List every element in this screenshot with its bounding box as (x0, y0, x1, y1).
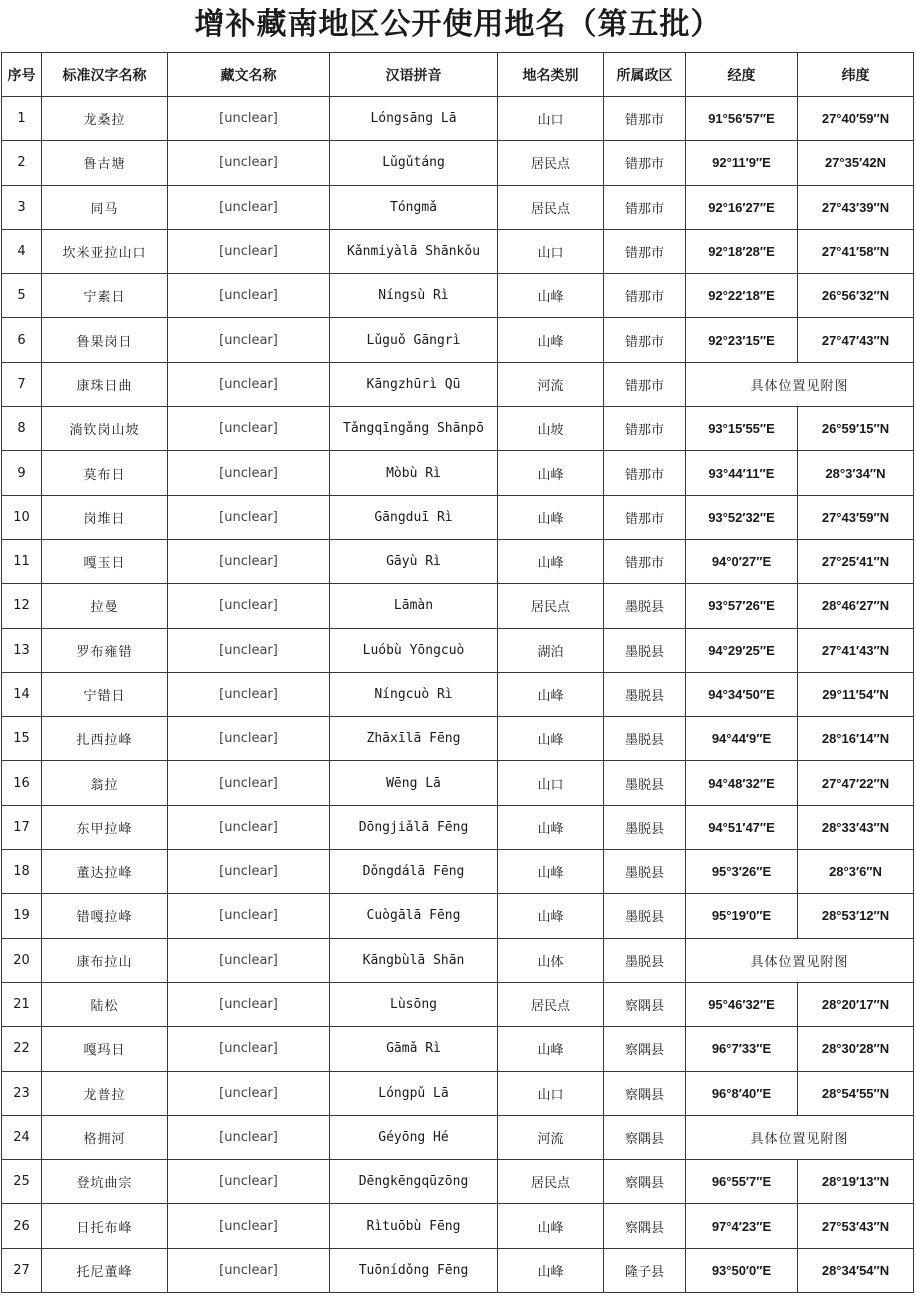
cell-region: 墨脱县 (604, 761, 686, 805)
table-row (2, 539, 914, 583)
table-row (2, 761, 914, 805)
cell-lat: 28°30′28″N (798, 1027, 914, 1071)
cell-tibetan: [unclear] (168, 1248, 330, 1292)
cell-lon: 95°46′32″E (686, 982, 798, 1026)
cell-tibetan: [unclear] (168, 318, 330, 362)
cell-seq: 20 (2, 938, 42, 982)
cell-pinyin: Tǎngqīngǎng Shānpō (330, 407, 498, 451)
table-row (2, 717, 914, 761)
cell-name: 龙普拉 (42, 1071, 168, 1115)
cell-tibetan: [unclear] (168, 982, 330, 1026)
cell-lat: 27°40′59″N (798, 97, 914, 141)
cell-category: 山峰 (498, 672, 604, 716)
cell-tibetan: [unclear] (168, 1027, 330, 1071)
cell-name: 日托布峰 (42, 1204, 168, 1248)
cell-region: 错那市 (604, 274, 686, 318)
cell-lon: 94°51′47″E (686, 805, 798, 849)
cell-name: 同马 (42, 185, 168, 229)
table-row (2, 672, 914, 716)
cell-tibetan: [unclear] (168, 850, 330, 894)
cell-name: 拉曼 (42, 584, 168, 628)
cell-category: 山峰 (498, 717, 604, 761)
cell-lat: 28°53′12″N (798, 894, 914, 938)
cell-lat: 26°59′15″N (798, 407, 914, 451)
table-row (2, 495, 914, 539)
cell-pinyin: Lǔguǒ Gāngrì (330, 318, 498, 362)
cell-name: 康布拉山 (42, 938, 168, 982)
cell-seq: 16 (2, 761, 42, 805)
cell-name: 罗布雍错 (42, 628, 168, 672)
cell-position-note: 具体位置见附图 (686, 1115, 914, 1159)
table-row (2, 185, 914, 229)
document-title: 增补藏南地区公开使用地名（第五批） (194, 7, 722, 42)
cell-category: 山峰 (498, 495, 604, 539)
cell-lat: 29°11′54″N (798, 672, 914, 716)
table-row (2, 1204, 914, 1248)
cell-seq: 3 (2, 185, 42, 229)
cell-seq: 15 (2, 717, 42, 761)
cell-pinyin: Gāngduī Rì (330, 495, 498, 539)
cell-pinyin: Cuògālā Fēng (330, 894, 498, 938)
cell-tibetan: [unclear] (168, 584, 330, 628)
cell-lat: 28°54′55″N (798, 1071, 914, 1115)
cell-pinyin: Tóngmǎ (330, 185, 498, 229)
cell-name: 陆松 (42, 982, 168, 1026)
header-region: 所属政区 (604, 53, 686, 97)
cell-region: 墨脱县 (604, 672, 686, 716)
cell-pinyin: Kāngzhūrì Qū (330, 362, 498, 406)
cell-seq: 10 (2, 495, 42, 539)
cell-region: 错那市 (604, 141, 686, 185)
cell-tibetan: [unclear] (168, 451, 330, 495)
cell-category: 山体 (498, 938, 604, 982)
cell-region: 错那市 (604, 97, 686, 141)
table-row (2, 318, 914, 362)
cell-pinyin: Géyōng Hé (330, 1115, 498, 1159)
cell-tibetan: [unclear] (168, 761, 330, 805)
cell-pinyin: Kāngbùlā Shān (330, 938, 498, 982)
cell-pinyin: Lùsōng (330, 982, 498, 1026)
cell-lat: 26°56′32″N (798, 274, 914, 318)
cell-tibetan: [unclear] (168, 1204, 330, 1248)
cell-category: 山峰 (498, 1204, 604, 1248)
cell-seq: 2 (2, 141, 42, 185)
cell-seq: 27 (2, 1248, 42, 1292)
cell-tibetan: [unclear] (168, 938, 330, 982)
table-row (2, 894, 914, 938)
cell-pinyin: Níngcuò Rì (330, 672, 498, 716)
cell-lon: 92°22′18″E (686, 274, 798, 318)
cell-pinyin: Wēng Lā (330, 761, 498, 805)
cell-tibetan: [unclear] (168, 717, 330, 761)
cell-category: 山口 (498, 761, 604, 805)
cell-category: 山峰 (498, 894, 604, 938)
cell-seq: 9 (2, 451, 42, 495)
cell-name: 东甲拉峰 (42, 805, 168, 849)
header-latitude: 纬度 (798, 53, 914, 97)
cell-tibetan: [unclear] (168, 628, 330, 672)
header-seq: 序号 (2, 53, 42, 97)
cell-pinyin: Níngsù Rì (330, 274, 498, 318)
table-row (2, 938, 914, 982)
place-names-table (1, 52, 914, 1293)
cell-lon: 93°15′55″E (686, 407, 798, 451)
cell-tibetan: [unclear] (168, 407, 330, 451)
cell-tibetan: [unclear] (168, 1071, 330, 1115)
header-pinyin: 汉语拼音 (330, 53, 498, 97)
cell-lon: 93°50′0″E (686, 1248, 798, 1292)
cell-name: 宁素日 (42, 274, 168, 318)
cell-tibetan: [unclear] (168, 362, 330, 406)
cell-region: 错那市 (604, 495, 686, 539)
header-tibetan-name: 藏文名称 (168, 53, 330, 97)
cell-category: 山峰 (498, 274, 604, 318)
cell-tibetan: [unclear] (168, 229, 330, 273)
cell-lat: 28°19′13″N (798, 1160, 914, 1204)
cell-seq: 11 (2, 539, 42, 583)
cell-region: 错那市 (604, 229, 686, 273)
cell-pinyin: Dēngkēngqūzōng (330, 1160, 498, 1204)
cell-category: 山峰 (498, 1027, 604, 1071)
table-row (2, 229, 914, 273)
cell-tibetan: [unclear] (168, 274, 330, 318)
cell-category: 山口 (498, 97, 604, 141)
cell-pinyin: Rìtuōbù Fēng (330, 1204, 498, 1248)
cell-region: 错那市 (604, 407, 686, 451)
cell-seq: 21 (2, 982, 42, 1026)
cell-lat: 28°16′14″N (798, 717, 914, 761)
cell-pinyin: Zhāxīlā Fēng (330, 717, 498, 761)
cell-lat: 27°43′39″N (798, 185, 914, 229)
cell-pinyin: Lóngsāng Lā (330, 97, 498, 141)
table-row (2, 850, 914, 894)
cell-pinyin: Mòbù Rì (330, 451, 498, 495)
cell-region: 错那市 (604, 318, 686, 362)
cell-tibetan: [unclear] (168, 672, 330, 716)
cell-category: 山坡 (498, 407, 604, 451)
cell-lon: 97°4′23″E (686, 1204, 798, 1248)
cell-name: 鲁果岗日 (42, 318, 168, 362)
cell-name: 坎米亚拉山口 (42, 229, 168, 273)
cell-region: 隆子县 (604, 1248, 686, 1292)
cell-seq: 5 (2, 274, 42, 318)
table-row (2, 97, 914, 141)
cell-region: 墨脱县 (604, 717, 686, 761)
cell-pinyin: Lāmàn (330, 584, 498, 628)
cell-pinyin: Gāyù Rì (330, 539, 498, 583)
cell-lon: 96°8′40″E (686, 1071, 798, 1115)
header-chinese-name: 标准汉字名称 (42, 53, 168, 97)
cell-lat: 27°25′41″N (798, 539, 914, 583)
header-longitude: 经度 (686, 53, 798, 97)
cell-category: 居民点 (498, 584, 604, 628)
cell-lon: 91°56′57″E (686, 97, 798, 141)
cell-seq: 13 (2, 628, 42, 672)
cell-seq: 19 (2, 894, 42, 938)
cell-lat: 27°35′42N (798, 141, 914, 185)
table-row (2, 628, 914, 672)
table-row (2, 274, 914, 318)
table-row (2, 1115, 914, 1159)
table-row (2, 1248, 914, 1292)
header-category: 地名类别 (498, 53, 604, 97)
cell-region: 墨脱县 (604, 628, 686, 672)
cell-lat: 28°3′6″N (798, 850, 914, 894)
cell-pinyin: Lóngpǔ Lā (330, 1071, 498, 1115)
cell-region: 错那市 (604, 451, 686, 495)
cell-seq: 14 (2, 672, 42, 716)
cell-name: 嘎玉日 (42, 539, 168, 583)
cell-tibetan: [unclear] (168, 1160, 330, 1204)
cell-category: 山峰 (498, 318, 604, 362)
cell-category: 河流 (498, 1115, 604, 1159)
cell-region: 察隅县 (604, 1115, 686, 1159)
cell-lon: 92°16′27″E (686, 185, 798, 229)
cell-category: 山峰 (498, 539, 604, 583)
cell-name: 登坑曲宗 (42, 1160, 168, 1204)
cell-region: 墨脱县 (604, 938, 686, 982)
cell-seq: 17 (2, 805, 42, 849)
table-row (2, 805, 914, 849)
cell-name: 淌钦岗山坡 (42, 407, 168, 451)
cell-pinyin: Dǒngdálā Fēng (330, 850, 498, 894)
cell-lon: 93°57′26″E (686, 584, 798, 628)
cell-tibetan: [unclear] (168, 1115, 330, 1159)
cell-position-note: 具体位置见附图 (686, 362, 914, 406)
cell-seq: 7 (2, 362, 42, 406)
cell-position-note: 具体位置见附图 (686, 938, 914, 982)
table-row (2, 1071, 914, 1115)
cell-seq: 1 (2, 97, 42, 141)
cell-name: 嘎玛日 (42, 1027, 168, 1071)
cell-seq: 12 (2, 584, 42, 628)
cell-seq: 22 (2, 1027, 42, 1071)
cell-lat: 27°41′43″N (798, 628, 914, 672)
cell-lat: 28°34′54″N (798, 1248, 914, 1292)
cell-name: 董达拉峰 (42, 850, 168, 894)
cell-lat: 28°3′34″N (798, 451, 914, 495)
cell-pinyin: Dōngjiǎlā Fēng (330, 805, 498, 849)
cell-pinyin: Tuōnídǒng Fēng (330, 1248, 498, 1292)
cell-lat: 27°43′59″N (798, 495, 914, 539)
cell-name: 鲁古塘 (42, 141, 168, 185)
cell-lon: 94°44′9″E (686, 717, 798, 761)
cell-seq: 8 (2, 407, 42, 451)
cell-lat: 27°41′58″N (798, 229, 914, 273)
cell-lat: 27°47′43″N (798, 318, 914, 362)
cell-tibetan: [unclear] (168, 539, 330, 583)
table-row (2, 1027, 914, 1071)
cell-region: 察隅县 (604, 982, 686, 1026)
cell-name: 康珠日曲 (42, 362, 168, 406)
table-row (2, 141, 914, 185)
cell-lon: 92°23′15″E (686, 318, 798, 362)
cell-category: 山峰 (498, 805, 604, 849)
cell-seq: 23 (2, 1071, 42, 1115)
cell-category: 山峰 (498, 850, 604, 894)
cell-region: 墨脱县 (604, 894, 686, 938)
cell-lon: 95°3′26″E (686, 850, 798, 894)
cell-tibetan: [unclear] (168, 805, 330, 849)
cell-tibetan: [unclear] (168, 185, 330, 229)
cell-lon: 96°55′7″E (686, 1160, 798, 1204)
cell-seq: 6 (2, 318, 42, 362)
cell-region: 错那市 (604, 539, 686, 583)
table-row (2, 407, 914, 451)
cell-region: 察隅县 (604, 1204, 686, 1248)
cell-lon: 96°7′33″E (686, 1027, 798, 1071)
cell-tibetan: [unclear] (168, 495, 330, 539)
cell-name: 岗堆日 (42, 495, 168, 539)
cell-name: 龙桑拉 (42, 97, 168, 141)
cell-lon: 93°44′11″E (686, 451, 798, 495)
cell-lat: 27°53′43″N (798, 1204, 914, 1248)
cell-lon: 93°52′32″E (686, 495, 798, 539)
cell-seq: 25 (2, 1160, 42, 1204)
cell-seq: 26 (2, 1204, 42, 1248)
cell-lon: 94°34′50″E (686, 672, 798, 716)
cell-lon: 95°19′0″E (686, 894, 798, 938)
cell-region: 墨脱县 (604, 584, 686, 628)
table-body (2, 97, 914, 1293)
cell-name: 托尼董峰 (42, 1248, 168, 1292)
cell-lat: 28°33′43″N (798, 805, 914, 849)
cell-category: 河流 (498, 362, 604, 406)
cell-tibetan: [unclear] (168, 97, 330, 141)
cell-pinyin: Lǔgǔtáng (330, 141, 498, 185)
cell-lon: 94°29′25″E (686, 628, 798, 672)
cell-category: 山口 (498, 1071, 604, 1115)
table-row (2, 362, 914, 406)
cell-region: 察隅县 (604, 1071, 686, 1115)
cell-lon: 94°48′32″E (686, 761, 798, 805)
cell-name: 错嘎拉峰 (42, 894, 168, 938)
cell-category: 居民点 (498, 982, 604, 1026)
cell-name: 扎西拉峰 (42, 717, 168, 761)
cell-category: 居民点 (498, 185, 604, 229)
cell-seq: 4 (2, 229, 42, 273)
cell-name: 格拥河 (42, 1115, 168, 1159)
table-row (2, 451, 914, 495)
cell-lon: 94°0′27″E (686, 539, 798, 583)
cell-category: 居民点 (498, 1160, 604, 1204)
cell-region: 错那市 (604, 362, 686, 406)
table-row (2, 1160, 914, 1204)
cell-pinyin: Kǎnmiyàlā Shānkǒu (330, 229, 498, 273)
cell-name: 莫布日 (42, 451, 168, 495)
cell-region: 墨脱县 (604, 850, 686, 894)
cell-lat: 27°47′22″N (798, 761, 914, 805)
cell-lat: 28°20′17″N (798, 982, 914, 1026)
cell-name: 宁错日 (42, 672, 168, 716)
cell-category: 居民点 (498, 141, 604, 185)
cell-tibetan: [unclear] (168, 141, 330, 185)
cell-region: 察隅县 (604, 1160, 686, 1204)
cell-pinyin: Luóbù Yōngcuò (330, 628, 498, 672)
cell-region: 错那市 (604, 185, 686, 229)
cell-region: 察隅县 (604, 1027, 686, 1071)
cell-lat: 28°46′27″N (798, 584, 914, 628)
cell-region: 墨脱县 (604, 805, 686, 849)
cell-category: 湖泊 (498, 628, 604, 672)
cell-name: 翁拉 (42, 761, 168, 805)
cell-tibetan: [unclear] (168, 894, 330, 938)
cell-seq: 24 (2, 1115, 42, 1159)
cell-category: 山峰 (498, 1248, 604, 1292)
table-row (2, 982, 914, 1026)
cell-category: 山峰 (498, 451, 604, 495)
cell-lon: 92°11′9″E (686, 141, 798, 185)
table-header-row (2, 53, 914, 97)
cell-pinyin: Gāmǎ Rì (330, 1027, 498, 1071)
cell-category: 山口 (498, 229, 604, 273)
cell-seq: 18 (2, 850, 42, 894)
cell-lon: 92°18′28″E (686, 229, 798, 273)
table-row (2, 584, 914, 628)
